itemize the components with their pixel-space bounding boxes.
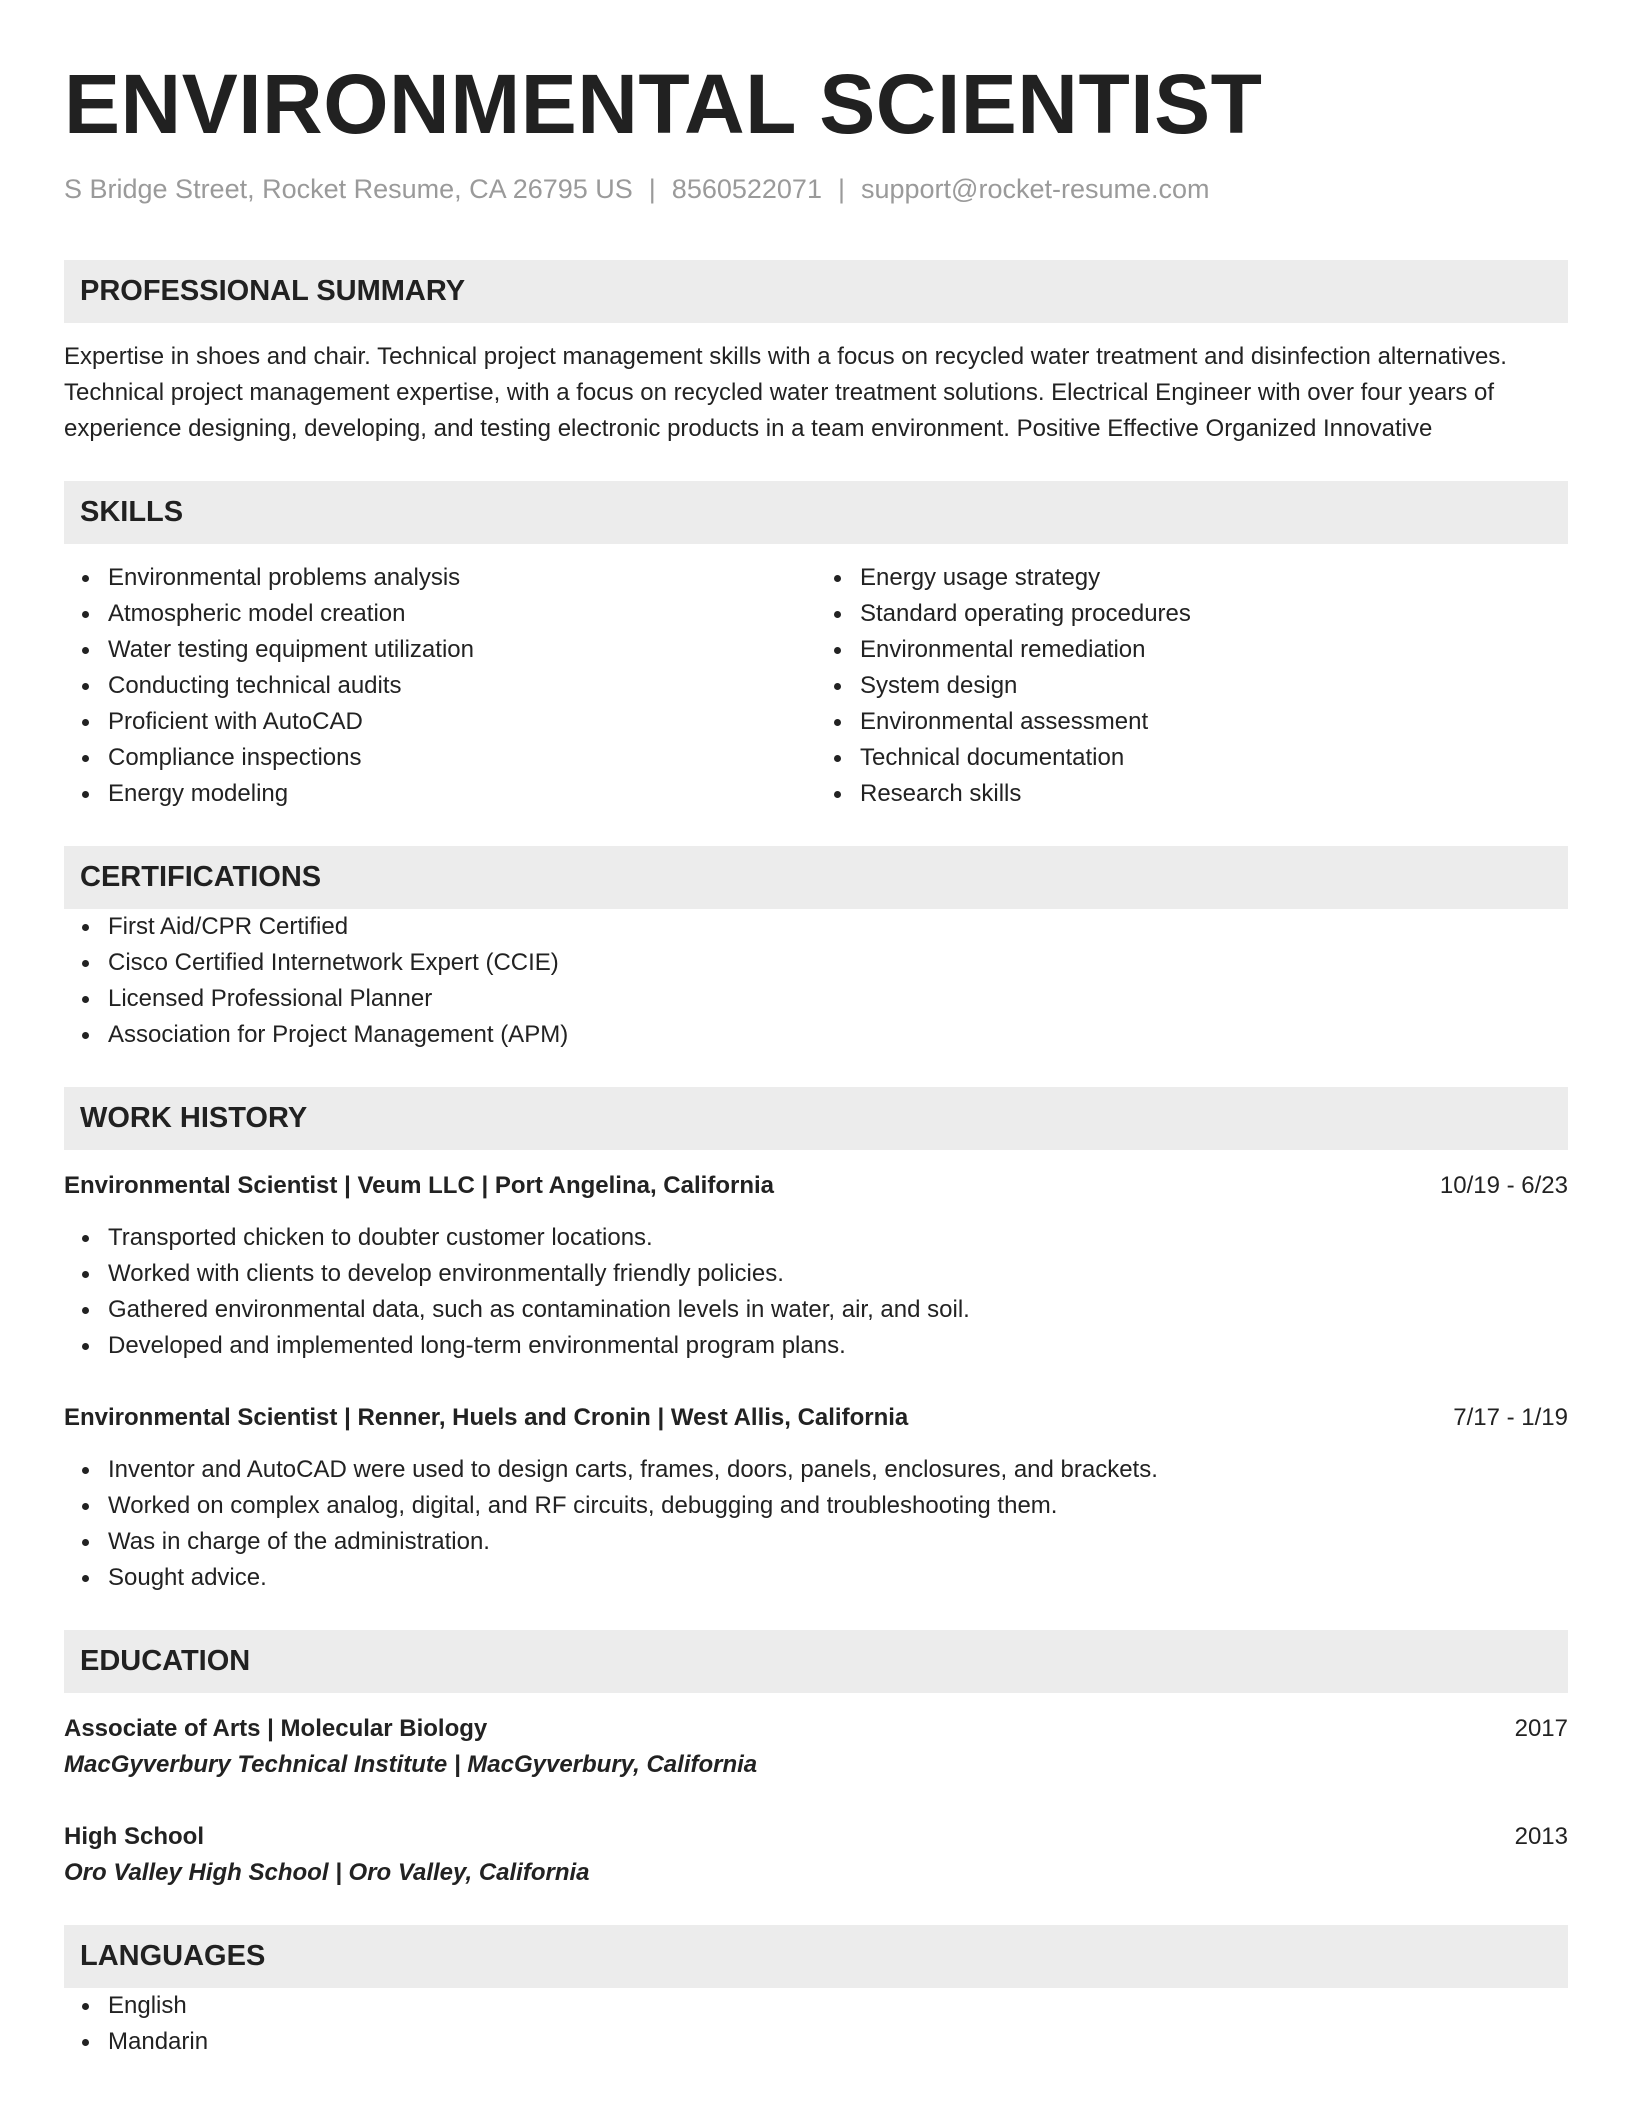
- skill-item: Technical documentation: [860, 740, 1568, 776]
- summary-text: Expertise in shoes and chair. Technical project management skills with a focus on recycled water treatment and disinfection alternatives. Technical project management expertise, with a focus on recycled water treatment solutions. Electrical Engineer with over four years of experience designing, developing, and testing electronic products in a team environment. Positive Effective Organized Innovative: [64, 343, 1507, 442]
- education-year: 2017: [1514, 1715, 1568, 1742]
- skill-item: Energy modeling: [108, 776, 816, 812]
- education-degree: Associate of Arts | Molecular Biology: [64, 1715, 488, 1742]
- education-degree: High School: [64, 1823, 204, 1850]
- contact-separator: |: [837, 174, 845, 204]
- skill-item: Proficient with AutoCAD: [108, 704, 816, 740]
- resume-title: ENVIRONMENTAL SCIENTIST: [64, 57, 1263, 151]
- education-header: [64, 1711, 1568, 1747]
- job-bullet: Gathered environmental data, such as contamination levels in water, air, and soil.: [108, 1292, 1568, 1328]
- job-entry: [64, 1400, 1568, 1596]
- section-header-certifications: CERTIFICATIONS: [64, 846, 1568, 909]
- contact-email: support@rocket-resume.com: [860, 174, 1210, 204]
- certification-item: Licensed Professional Planner: [108, 981, 1568, 1017]
- skill-item: Research skills: [860, 776, 1568, 812]
- skills-grid: [64, 560, 1568, 812]
- job-bullet: Was in charge of the administration.: [108, 1524, 1568, 1560]
- section-header-skills: SKILLS: [64, 481, 1568, 544]
- skill-item: Atmospheric model creation: [108, 596, 816, 632]
- skill-item: Environmental problems analysis: [108, 560, 816, 596]
- skills-column-left: [64, 560, 816, 812]
- certifications-list: [64, 909, 1568, 1053]
- job-header: [64, 1168, 1568, 1204]
- certification-item: First Aid/CPR Certified: [108, 909, 1568, 945]
- job-bullets: [64, 1452, 1568, 1596]
- education-school: Oro Valley High School | Oro Valley, California: [64, 1859, 590, 1886]
- job-bullet: Inventor and AutoCAD were used to design carts, frames, doors, panels, enclosures, and brackets.: [108, 1452, 1568, 1488]
- job-title: Environmental Scientist | Renner, Huels and Cronin | West Allis, California: [64, 1404, 909, 1431]
- section-header-summary: PROFESSIONAL SUMMARY: [64, 260, 1568, 323]
- job-dates: 7/17 - 1/19: [1453, 1404, 1568, 1431]
- education-entry: [64, 1819, 1568, 1891]
- education-entry: [64, 1711, 1568, 1783]
- section-header-education: EDUCATION: [64, 1630, 1568, 1693]
- job-bullet: Transported chicken to doubter customer locations.: [108, 1220, 1568, 1256]
- contact-phone: 8560522071: [671, 174, 822, 204]
- job-bullet: Worked with clients to develop environmentally friendly policies.: [108, 1256, 1568, 1292]
- skill-item: Environmental assessment: [860, 704, 1568, 740]
- job-bullet: Sought advice.: [108, 1560, 1568, 1596]
- skills-column-right: [816, 560, 1568, 812]
- skill-item: Conducting technical audits: [108, 668, 816, 704]
- language-item: Mandarin: [108, 2024, 1568, 2060]
- contact-separator: |: [648, 174, 656, 204]
- job-bullets: [64, 1220, 1568, 1364]
- contact-address: S Bridge Street, Rocket Resume, CA 26795 US: [64, 174, 633, 204]
- job-bullet: Worked on complex analog, digital, and RF circuits, debugging and troubleshooting them.: [108, 1488, 1568, 1524]
- education-header: [64, 1819, 1568, 1855]
- section-header-languages: LANGUAGES: [64, 1925, 1568, 1988]
- job-title: Environmental Scientist | Veum LLC | Port Angelina, California: [64, 1172, 774, 1199]
- skill-item: Water testing equipment utilization: [108, 632, 816, 668]
- certification-item: Association for Project Management (APM): [108, 1017, 1568, 1053]
- section-header-work-history: WORK HISTORY: [64, 1087, 1568, 1150]
- education-school: MacGyverbury Technical Institute | MacGyverbury, California: [64, 1751, 758, 1778]
- job-dates: 10/19 - 6/23: [1439, 1172, 1568, 1199]
- language-item: English: [108, 1988, 1568, 2024]
- skill-item: System design: [860, 668, 1568, 704]
- languages-list: [64, 1988, 1568, 2060]
- job-entry: [64, 1168, 1568, 1364]
- skill-item: Standard operating procedures: [860, 596, 1568, 632]
- skill-item: Compliance inspections: [108, 740, 816, 776]
- job-header: [64, 1400, 1568, 1436]
- skill-item: Energy usage strategy: [860, 560, 1568, 596]
- contact-line: [64, 172, 1568, 206]
- skill-item: Environmental remediation: [860, 632, 1568, 668]
- education-year: 2013: [1514, 1823, 1568, 1850]
- job-bullet: Developed and implemented long-term environmental program plans.: [108, 1328, 1568, 1364]
- certification-item: Cisco Certified Internetwork Expert (CCIE): [108, 945, 1568, 981]
